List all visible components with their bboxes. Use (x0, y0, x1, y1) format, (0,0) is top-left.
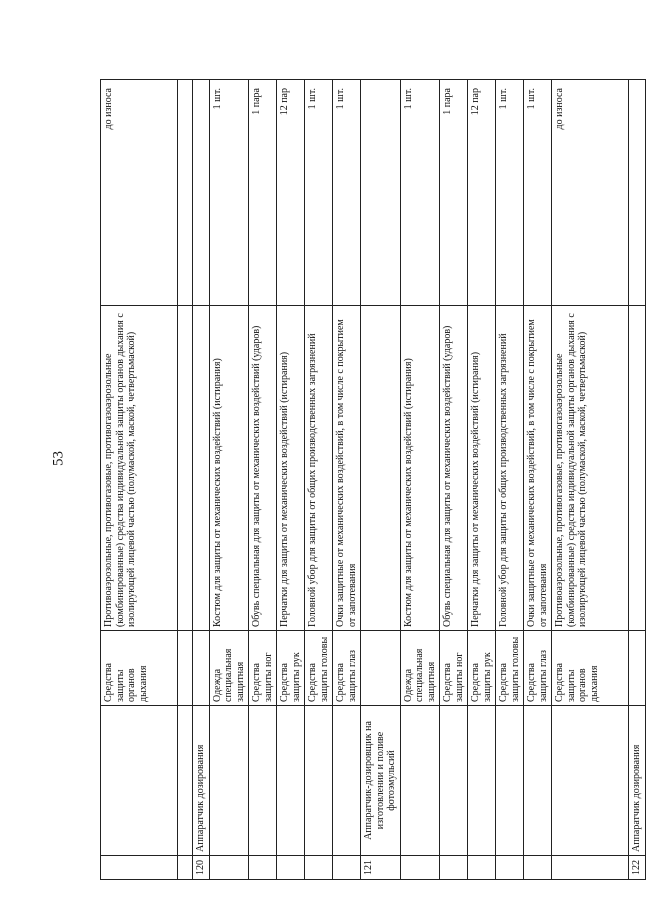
table-row (249, 80, 277, 880)
table-row (629, 80, 646, 880)
profession-cell: Аппаратчик дозирования (193, 706, 210, 856)
table-row (209, 80, 249, 880)
row-number (552, 856, 629, 880)
norm-cell: 1 пара (249, 80, 277, 306)
profession-cell (249, 706, 277, 856)
profession-cell (305, 706, 333, 856)
norm-cell: 1 шт. (305, 80, 333, 306)
row-number (101, 856, 178, 880)
row-number (209, 856, 249, 880)
profession-cell (209, 706, 249, 856)
item-cell: Очки защитные от механических воздействий, в том числе с покрытием от запотевания (524, 306, 552, 631)
row-number: 122 (629, 856, 646, 880)
category-cell: Средства защиты ног (440, 631, 468, 706)
item-cell: Противоаэрозольные, противогазовые, противогазоаэрозольные (комбинированные) средства индивидуальной защиты органов дыхания с изолирующей лицевой частью (полумаской, маской, четвертьмаской) (101, 306, 178, 631)
norm-cell: 1 пара (440, 80, 468, 306)
norm-cell: 1 шт. (209, 80, 249, 306)
item-cell: Противоаэрозольные, противогазовые, противогазоаэрозольные (комбинированные) средства индивидуальной защиты органов дыхания с изолирующей лицевой частью (полумаской, маской, четвертьмаской) (552, 306, 629, 631)
table-row (524, 80, 552, 880)
row-number (305, 856, 333, 880)
rotated-page-content (100, 80, 640, 880)
category-cell: Средства защиты рук (468, 631, 496, 706)
norm-cell: 1 шт. (400, 80, 440, 306)
row-number (400, 856, 440, 880)
category-cell: Средства защиты органов дыхания (101, 631, 178, 706)
profession-cell (552, 706, 629, 856)
table-row (305, 80, 333, 880)
profession-cell (277, 706, 305, 856)
norm-cell: 1 шт. (333, 80, 361, 306)
category-cell: Средства защиты глаз (524, 631, 552, 706)
norm-cell: до износа (101, 80, 178, 306)
row-number (468, 856, 496, 880)
category-cell: Средства защиты ног (249, 631, 277, 706)
norm-cell (361, 80, 401, 306)
norm-cell (178, 80, 193, 306)
category-cell: Средства защиты головы (496, 631, 524, 706)
category-cell: Средства защиты головы (305, 631, 333, 706)
item-cell (178, 306, 193, 631)
row-number (249, 856, 277, 880)
item-cell: Костюм для защиты от механических воздействий (истирания) (209, 306, 249, 631)
item-cell: Обувь специальная для защиты от механических воздействий (ударов) (440, 306, 468, 631)
row-number (333, 856, 361, 880)
profession-cell (178, 706, 193, 856)
norm-cell: 1 шт. (524, 80, 552, 306)
profession-cell (496, 706, 524, 856)
table-row (193, 80, 210, 880)
norm-cell: 12 пар (468, 80, 496, 306)
profession-cell (468, 706, 496, 856)
table-row (552, 80, 629, 880)
norm-cell (629, 80, 646, 306)
row-number (524, 856, 552, 880)
table-row (468, 80, 496, 880)
category-cell: Средства защиты органов дыхания (552, 631, 629, 706)
row-number (440, 856, 468, 880)
table-row (496, 80, 524, 880)
item-cell (193, 306, 210, 631)
item-cell: Головной убор для защиты от общих производственных загрязнений (496, 306, 524, 631)
item-cell (361, 306, 401, 631)
norm-cell: 12 пар (277, 80, 305, 306)
profession-cell: Аппаратчик-дозировщик на изготовлении и поливе фотоэмульсий (361, 706, 401, 856)
table-row (101, 80, 178, 880)
row-number: 121 (361, 856, 401, 880)
category-cell (193, 631, 210, 706)
table-row (361, 80, 401, 880)
category-cell: Средства защиты рук (277, 631, 305, 706)
category-cell: Одежда специальная защитная (209, 631, 249, 706)
item-cell: Очки защитные от механических воздействий, в том числе с покрытием от запотевания (333, 306, 361, 631)
category-cell: Одежда специальная защитная (400, 631, 440, 706)
profession-cell (400, 706, 440, 856)
profession-cell: Аппаратчик дозирования (629, 706, 646, 856)
table-row (333, 80, 361, 880)
row-number (277, 856, 305, 880)
norm-cell: до износа (552, 80, 629, 306)
item-cell: Костюм для защиты от механических воздействий (истирания) (400, 306, 440, 631)
category-cell (361, 631, 401, 706)
norm-cell: 1 шт. (496, 80, 524, 306)
table-row (440, 80, 468, 880)
ppe-norms-table (100, 79, 646, 880)
item-cell (629, 306, 646, 631)
profession-cell (440, 706, 468, 856)
category-cell (629, 631, 646, 706)
item-cell: Перчатки для защиты от механических воздействий (истирания) (277, 306, 305, 631)
item-cell: Перчатки для защиты от механических воздействий (истирания) (468, 306, 496, 631)
norm-cell (193, 80, 210, 306)
page-number: 53 (50, 451, 67, 466)
profession-cell (101, 706, 178, 856)
category-cell: Средства защиты глаз (333, 631, 361, 706)
table-row (178, 80, 193, 880)
profession-cell (524, 706, 552, 856)
row-number (178, 856, 193, 880)
category-cell (178, 631, 193, 706)
row-number (496, 856, 524, 880)
profession-cell (333, 706, 361, 856)
table-row (400, 80, 440, 880)
row-number: 120 (193, 856, 210, 880)
table-row (277, 80, 305, 880)
item-cell: Головной убор для защиты от общих производственных загрязнений (305, 306, 333, 631)
item-cell: Обувь специальная для защиты от механических воздействий (ударов) (249, 306, 277, 631)
table-body (101, 80, 646, 880)
